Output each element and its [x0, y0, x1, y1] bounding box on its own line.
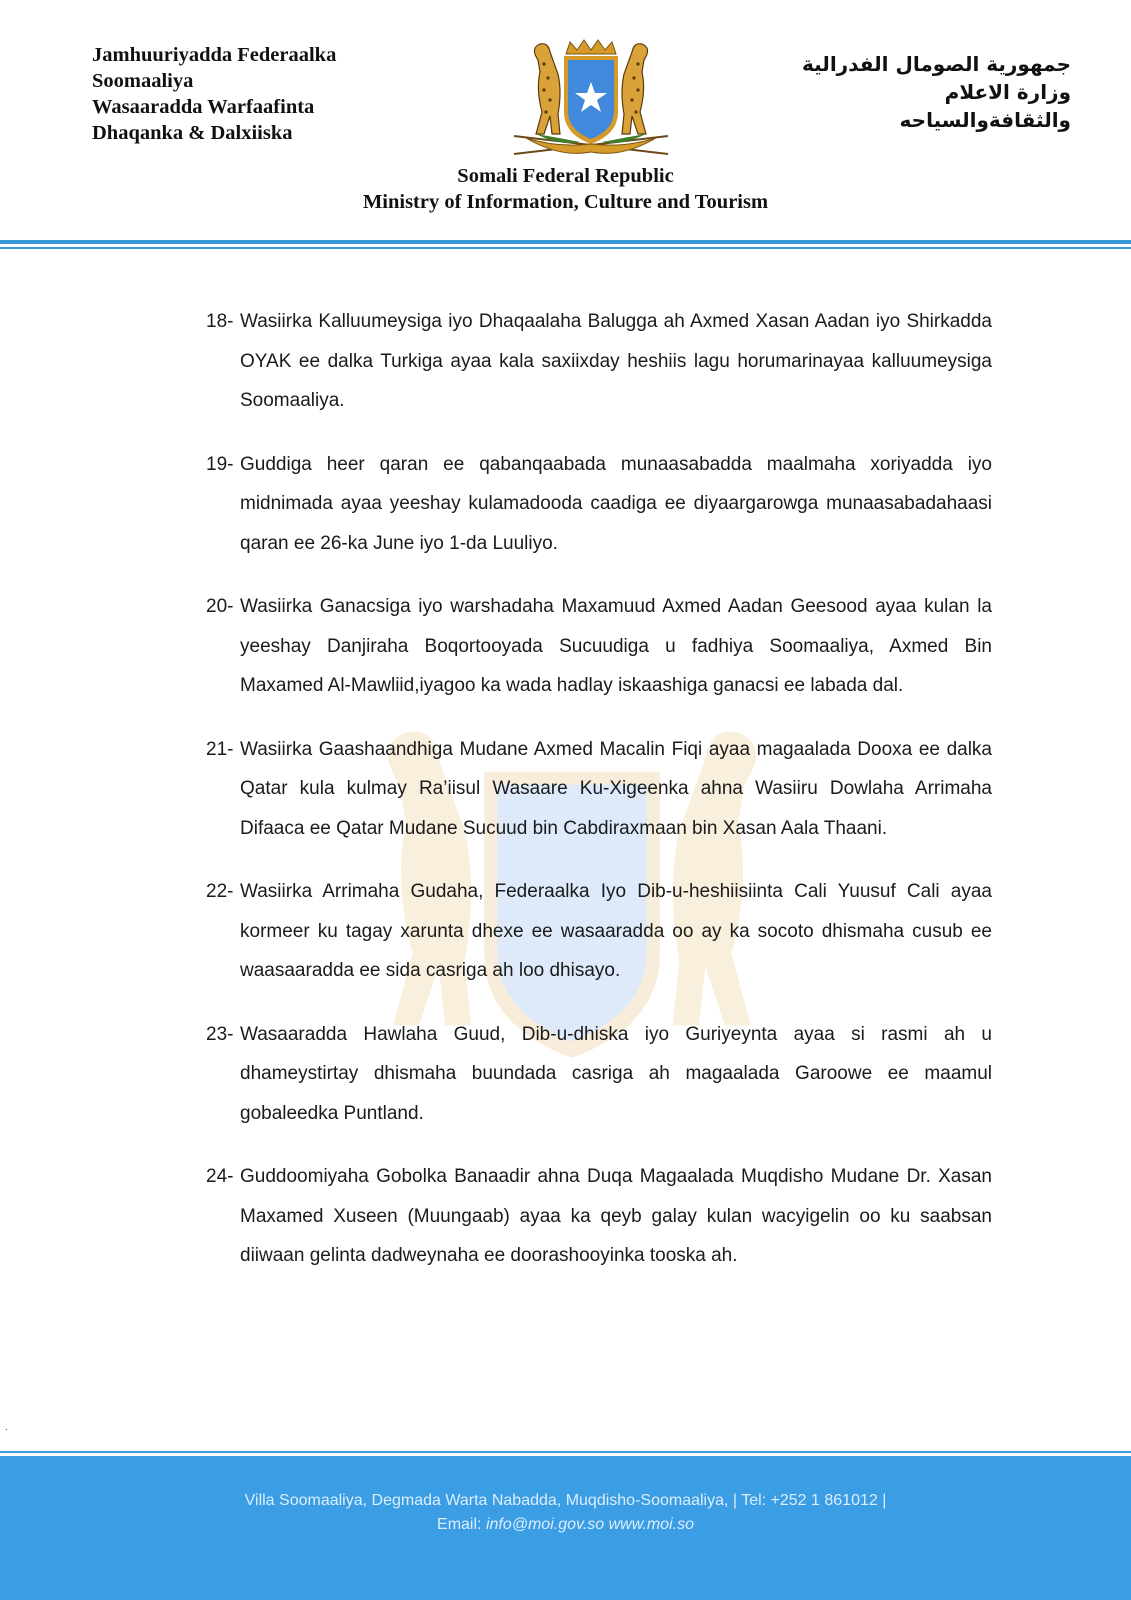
list-item — [206, 302, 992, 421]
item-text: Wasiirka Arrimaha Gudaha, Federaalka Iyo Dib-u-heshiisiinta Cali Yuusuf Cali ayaa kormeer ku tagay xarunta dhexe ee wasaaradda oo ay ka socoto dhismaha cusub ee waasaaradda ee sida casriga ah loo dhisayo. — [240, 881, 992, 981]
item-number: 21- — [206, 738, 234, 760]
item-text: Wasaaradda Hawlaha Guud, Dib-u-dhiska iyo Guriyeynta ayaa si rasmi ah u dhameystirtay dhismaha buundada casriga ah magaalada Garoowe ee maamul gobaleedka Puntland. — [240, 1023, 992, 1124]
item-text: Wasiirka Ganacsiga iyo warshadaha Maxamuud Axmed Aadan Geesood ayaa kulan la yeeshay Danjiraha Boqortooyada Sucuudiga u fadhiya Soomaaliya, Axmed Bin Maxamed Al-Mawliid,iyagoo ka wada hadlay iskaashiga ganacsi ee labada dal. — [240, 596, 992, 696]
list-item — [206, 1015, 992, 1134]
news-list — [206, 302, 992, 1300]
item-text: Wasiirka Gaashaandhiga Mudane Axmed Macalin Fiqi ayaa magaalada Dooxa ee dalka Qatar kula kulmay Ra’iisul Wasaare Ku-Xigeenka ahna Wasiiru Dowlaha Arrimaha Difaaca ee Qatar Mudane Sucuud bin Cabdiraxmaan bin Xasan Aala Thaani. — [240, 738, 992, 839]
item-text: Wasiirka Kalluumeysiga iyo Dhaqaalaha Balugga ah Axmed Xasan Aadan iyo Shirkadda OYAK ee dalka Turkiga ayaa kala saxiixday heshiis lagu horumarinayaa kalluumeysiga Soomaaliya. — [240, 311, 992, 411]
list-item — [206, 730, 992, 849]
item-text: Guddiga heer qaran ee qabanqaabada munaasabadda maalmaha xoriyadda iyo midnimada ayaa yeeshay kulamadooda caadiga ee diyaargarowga munaasabadahaasi qaran ee 26-ka June iyo 1-da Luuliyo. — [240, 453, 992, 554]
footer-divider — [0, 1451, 1131, 1453]
coat-of-arms-emblem — [500, 34, 682, 160]
header-divider-thin — [0, 247, 1131, 249]
footer-contact — [0, 1513, 1131, 1537]
list-item — [206, 587, 992, 706]
item-number: 23- — [206, 1023, 234, 1045]
header-somali-title — [92, 42, 336, 146]
ministry-name: Ministry of Information, Culture and Tourism — [362, 191, 769, 213]
header-arabic-line: وزارة الاعلام — [944, 80, 1071, 104]
header-english-title — [0, 163, 1131, 215]
list-item — [206, 1157, 992, 1276]
republic-name: Somali Federal Republic — [457, 165, 674, 187]
item-number: 24- — [206, 1166, 234, 1187]
item-number: 19- — [206, 453, 234, 475]
stray-mark: . — [5, 1422, 8, 1433]
header-arabic-line: والثقافةوالسياحه — [899, 108, 1071, 132]
item-text: Guddoomiyaha Gobolka Banaadir ahna Duqa Magaalada Muqdisho Mudane Dr. Xasan Maxamed Xuseen (Muungaab) ayaa ka qeyb galay kulan wacyigelin oo ku saabsan diiwaan gelinta dadweynaha ee doorashooyinka tooska ah. — [240, 1166, 992, 1266]
header-divider — [0, 240, 1131, 244]
header-arabic-line: جمهورية الصومال الفدرالية — [802, 52, 1071, 76]
item-number: 22- — [206, 881, 234, 902]
header-somali-line: Wasaaradda Warfaafinta — [92, 96, 315, 118]
footer-address: Villa Soomaaliya, Degmada Warta Nabadda, Muqdisho-Soomaaliya, | Tel: +252 1 861012 | — [244, 1492, 887, 1509]
footer — [0, 1456, 1131, 1600]
list-item — [206, 445, 992, 564]
header-somali-line: Dhaqanka & Dalxiiska — [92, 122, 293, 144]
header-somali-line: Soomaaliya — [92, 70, 194, 92]
website-link[interactable]: www.moi.so — [608, 1516, 694, 1533]
header-somali-line: Jamhuuriyadda Federaalka — [92, 44, 337, 66]
header-arabic-title — [731, 50, 1071, 134]
list-item — [206, 872, 992, 991]
item-number: 20- — [206, 596, 234, 617]
item-number: 18- — [206, 311, 234, 332]
email-label: Email: — [437, 1516, 482, 1533]
email-link[interactable]: info@moi.gov.so — [485, 1516, 605, 1533]
